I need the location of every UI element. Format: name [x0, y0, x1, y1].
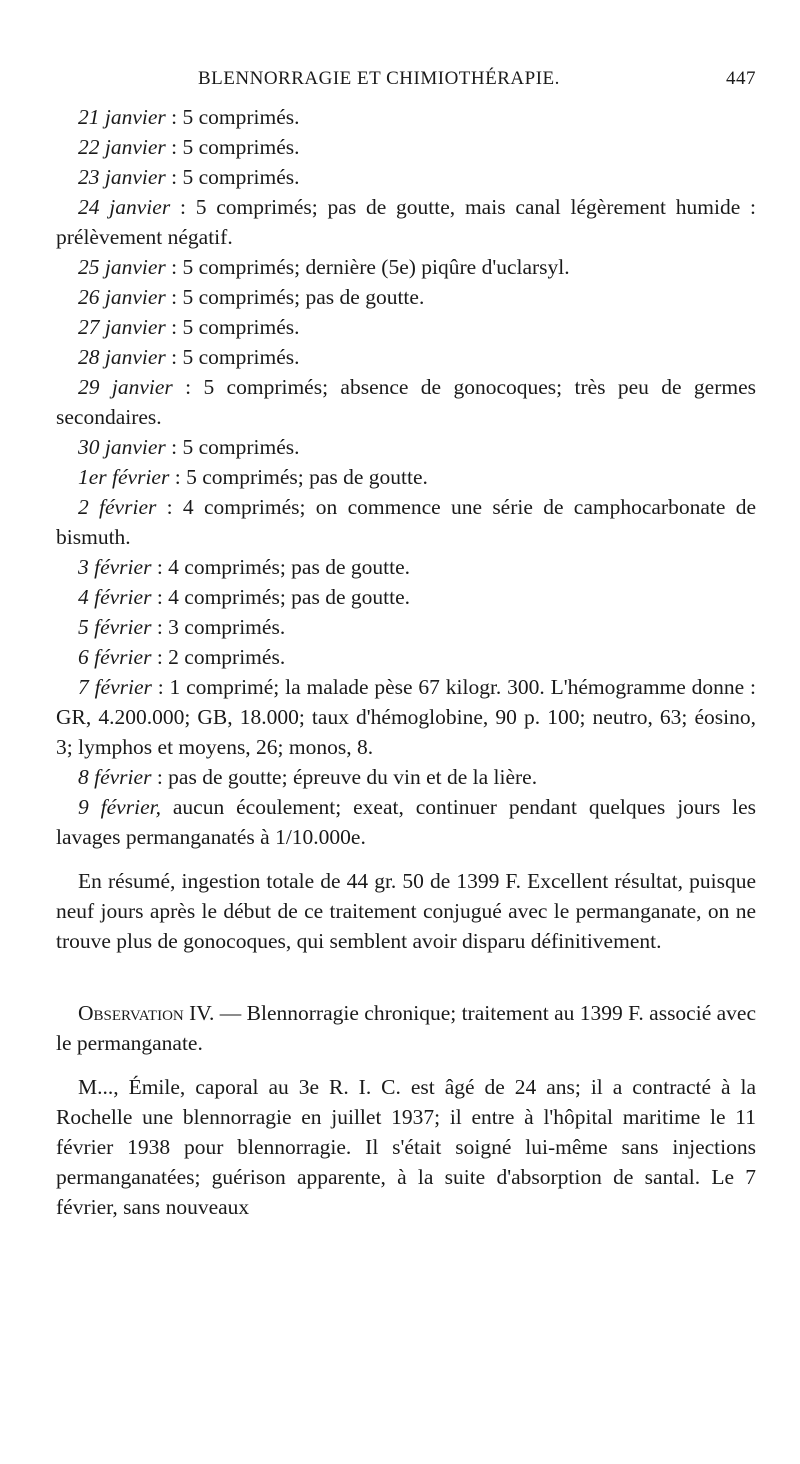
log-entry: 30 janvier : 5 comprimés.	[78, 435, 300, 459]
observation-heading	[56, 998, 756, 1058]
log-entry: 2 février : 4 comprimés; on commence une série de camphocarbonate de bismuth.	[56, 495, 756, 549]
log-entry: 4 février : 4 comprimés; pas de goutte.	[78, 585, 410, 609]
observation-text: — Blennorragie chronique; traitement au 1399 F. associé avec le permanganate.	[56, 1001, 756, 1055]
log-entry: 29 janvier : 5 comprimés; absence de gonocoques; très peu de germes secondaires.	[56, 375, 757, 429]
running-title: BLENNORRAGIE ET CHIMIOTHÉRAPIE.	[198, 68, 560, 89]
log-entry: 25 janvier : 5 comprimés; dernière (5e) piqûre d'uclarsyl.	[78, 255, 570, 279]
log-entry: 27 janvier : 5 comprimés.	[78, 315, 300, 339]
log-entry: 7 février : 1 comprimé; la malade pèse 67 kilogr. 300. L'hémogramme donne : GR, 4.200.000; GB, 18.000; taux d'hémoglobine, 90 p. 100; neutro, 63; éosino, 3; lymphos et moyens, 26; monos, 8.	[56, 675, 757, 759]
log-entry: 24 janvier : 5 comprimés; pas de goutte, mais canal légèrement humide : prélèvement négatif.	[56, 195, 756, 249]
log-entry: 8 février : pas de goutte; épreuve du vin et de la lière.	[78, 765, 538, 789]
log-entry: 23 janvier : 5 comprimés.	[78, 165, 300, 189]
log-entry: 28 janvier : 5 comprimés.	[78, 345, 300, 369]
log-entry: 6 février : 2 comprimés.	[78, 645, 286, 669]
log-entry: 3 février : 4 comprimés; pas de goutte.	[78, 555, 410, 579]
log-entry: 5 février : 3 comprimés.	[78, 615, 286, 639]
log-entry: 22 janvier : 5 comprimés.	[78, 135, 300, 159]
daily-log	[56, 102, 756, 852]
summary-paragraph: En résumé, ingestion totale de 44 gr. 50 de 1399 F. Excellent résultat, puisque neuf jours après le début de ce traitement conjugué avec le permanganate, on ne trouve plus de gonocoques, qui semblent avoir disparu définitivement.	[56, 869, 756, 953]
log-entry: 1er février : 5 comprimés; pas de goutte.	[78, 465, 428, 489]
log-entry: 21 janvier : 5 comprimés.	[78, 105, 300, 129]
log-entry: 9 février, aucun écoulement; exeat, continuer pendant quelques jours les lavages permanganatés à 1/10.000e.	[56, 795, 756, 849]
case-paragraph: M..., Émile, caporal au 3e R. I. C. est âgé de 24 ans; il a contracté à la Rochelle une blennorragie en juillet 1937; il entre à l'hôpital maritime le 11 février 1938 pour blennorragie. Il s'était soigné lui-même sans injections permanganatées; guérison apparente, à la suite d'absorption de santal. Le 7 février, sans nouveaux	[56, 1075, 756, 1219]
observation-label: Observation IV.	[78, 1001, 215, 1025]
running-header	[56, 68, 756, 102]
page	[56, 68, 756, 1222]
page-number: 447	[726, 68, 756, 89]
log-entry: 26 janvier : 5 comprimés; pas de goutte.	[78, 285, 425, 309]
